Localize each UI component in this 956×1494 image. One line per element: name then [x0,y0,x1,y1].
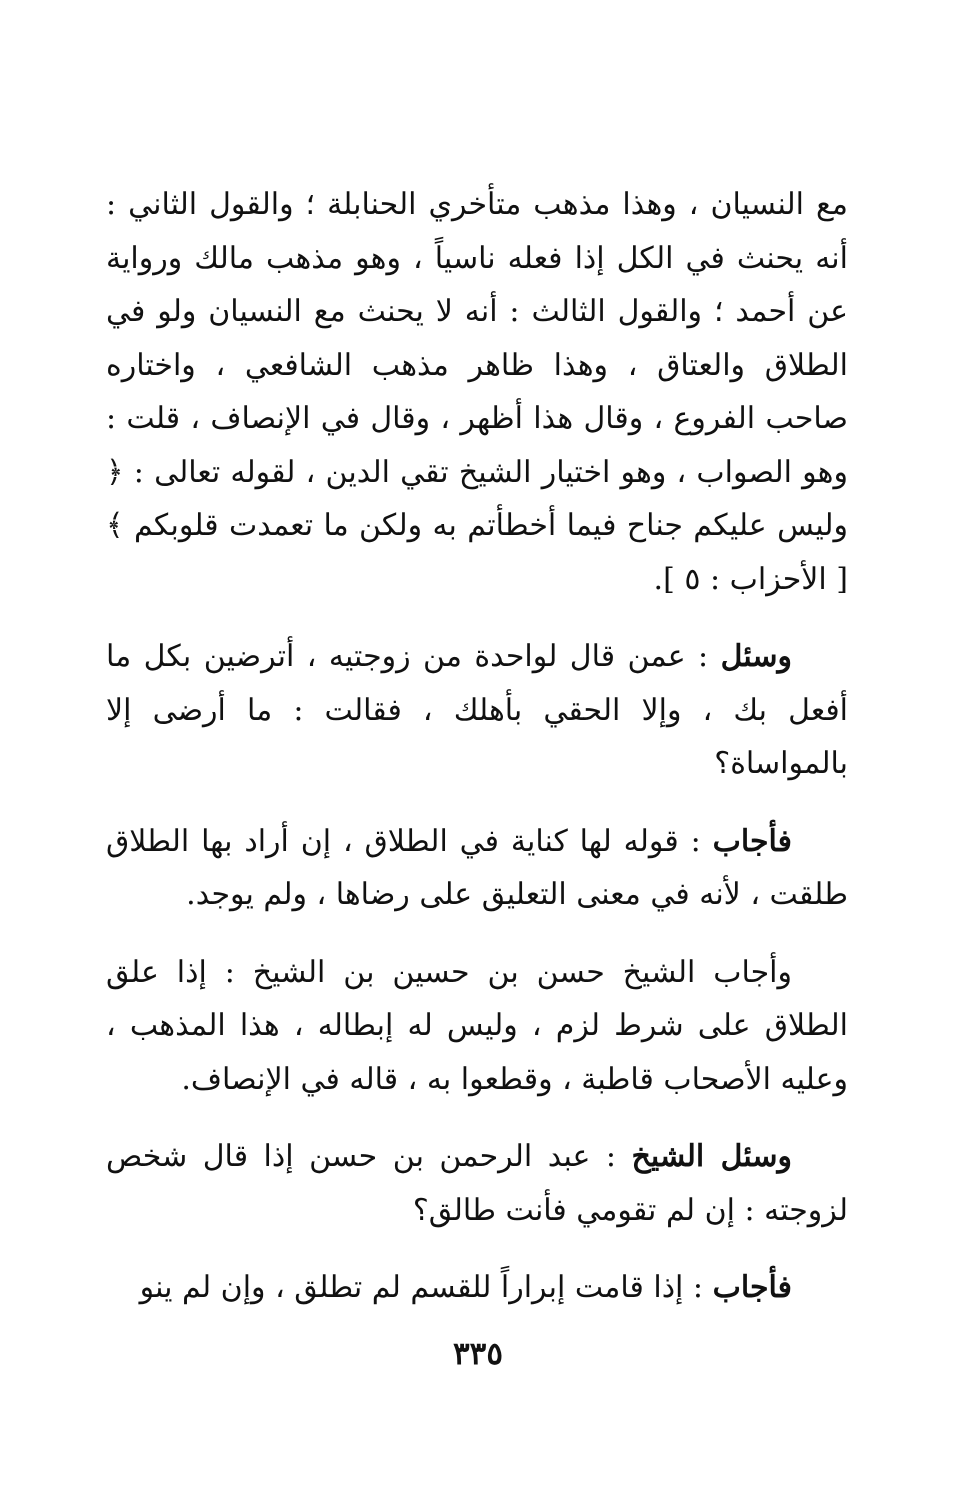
body-text [106,178,848,1315]
paragraph-4 [106,946,848,1107]
paragraph-1-text: مع النسيان ، وهذا مذهب متأخري الحنابلة ؛ والقول الثاني : أنه يحنث في الكل إذا فعله ناسياً ، وهو مذهب مالك ورواية عن أحمد ؛ والقول الثالث : أنه لا يحنث مع النسيان ولو في الطلاق والعتاق ، وهذا ظاهر مذهب الشافعي ، واختاره صاحب الفروع ، وقال هذا أظهر ، وقال في الإنصاف ، قلت : وهو الصواب ، وهو اختيار الشيخ تقي الدين ، لقوله تعالى : ﴿ وليس عليكم جناح فيما أخطأتم به ولكن ما تعمدت قلوبكم ﴾ [ الأحزاب : ٥ ]. [106,187,849,597]
paragraph-5-text: : عبد الرحمن بن حسن إذا قال شخص لزوجته : إن لم تقومي فأنت طالق؟ [106,1139,848,1228]
paragraph-3-text: : قوله لها كناية في الطلاق ، إن أراد بها الطلاق طلقت ، لأنه في معنى التعليق على رضاها ، ولم يوجد. [106,823,848,912]
page-number: ٣٣٥ [453,1336,503,1372]
paragraph-2-text: : عمن قال لواحدة من زوجتيه ، أترضين بكل ما أفعل بك ، وإلا الحقي بأهلك ، فقالت : ما أرضى إلا بالمواساة؟ [106,639,848,781]
paragraph-4-text: وأجاب الشيخ حسن بن حسين بن الشيخ : إذا علق الطلاق على شرط لزم ، وليس له إبطاله ، هذا المذهب ، وعليه الأصحاب قاطبة ، وقطعوا به ، قاله في الإنصاف. [106,954,848,1097]
paragraph-2 [106,630,848,791]
paragraph-6-lead: فأجاب [712,1270,792,1305]
paragraph-6-text: : إذا قامت إبراراً للقسم لم تطلق ، وإن لم ينو [139,1270,713,1305]
paragraph-3-lead: فأجاب [712,823,792,859]
paragraph-3 [106,815,848,922]
paragraph-5-lead: وسئل الشيخ [631,1139,793,1174]
paragraph-2-lead: وسئل [720,639,792,674]
paragraph-1 [106,178,848,606]
paragraph-5 [106,1130,848,1237]
paragraph-6 [106,1261,848,1315]
